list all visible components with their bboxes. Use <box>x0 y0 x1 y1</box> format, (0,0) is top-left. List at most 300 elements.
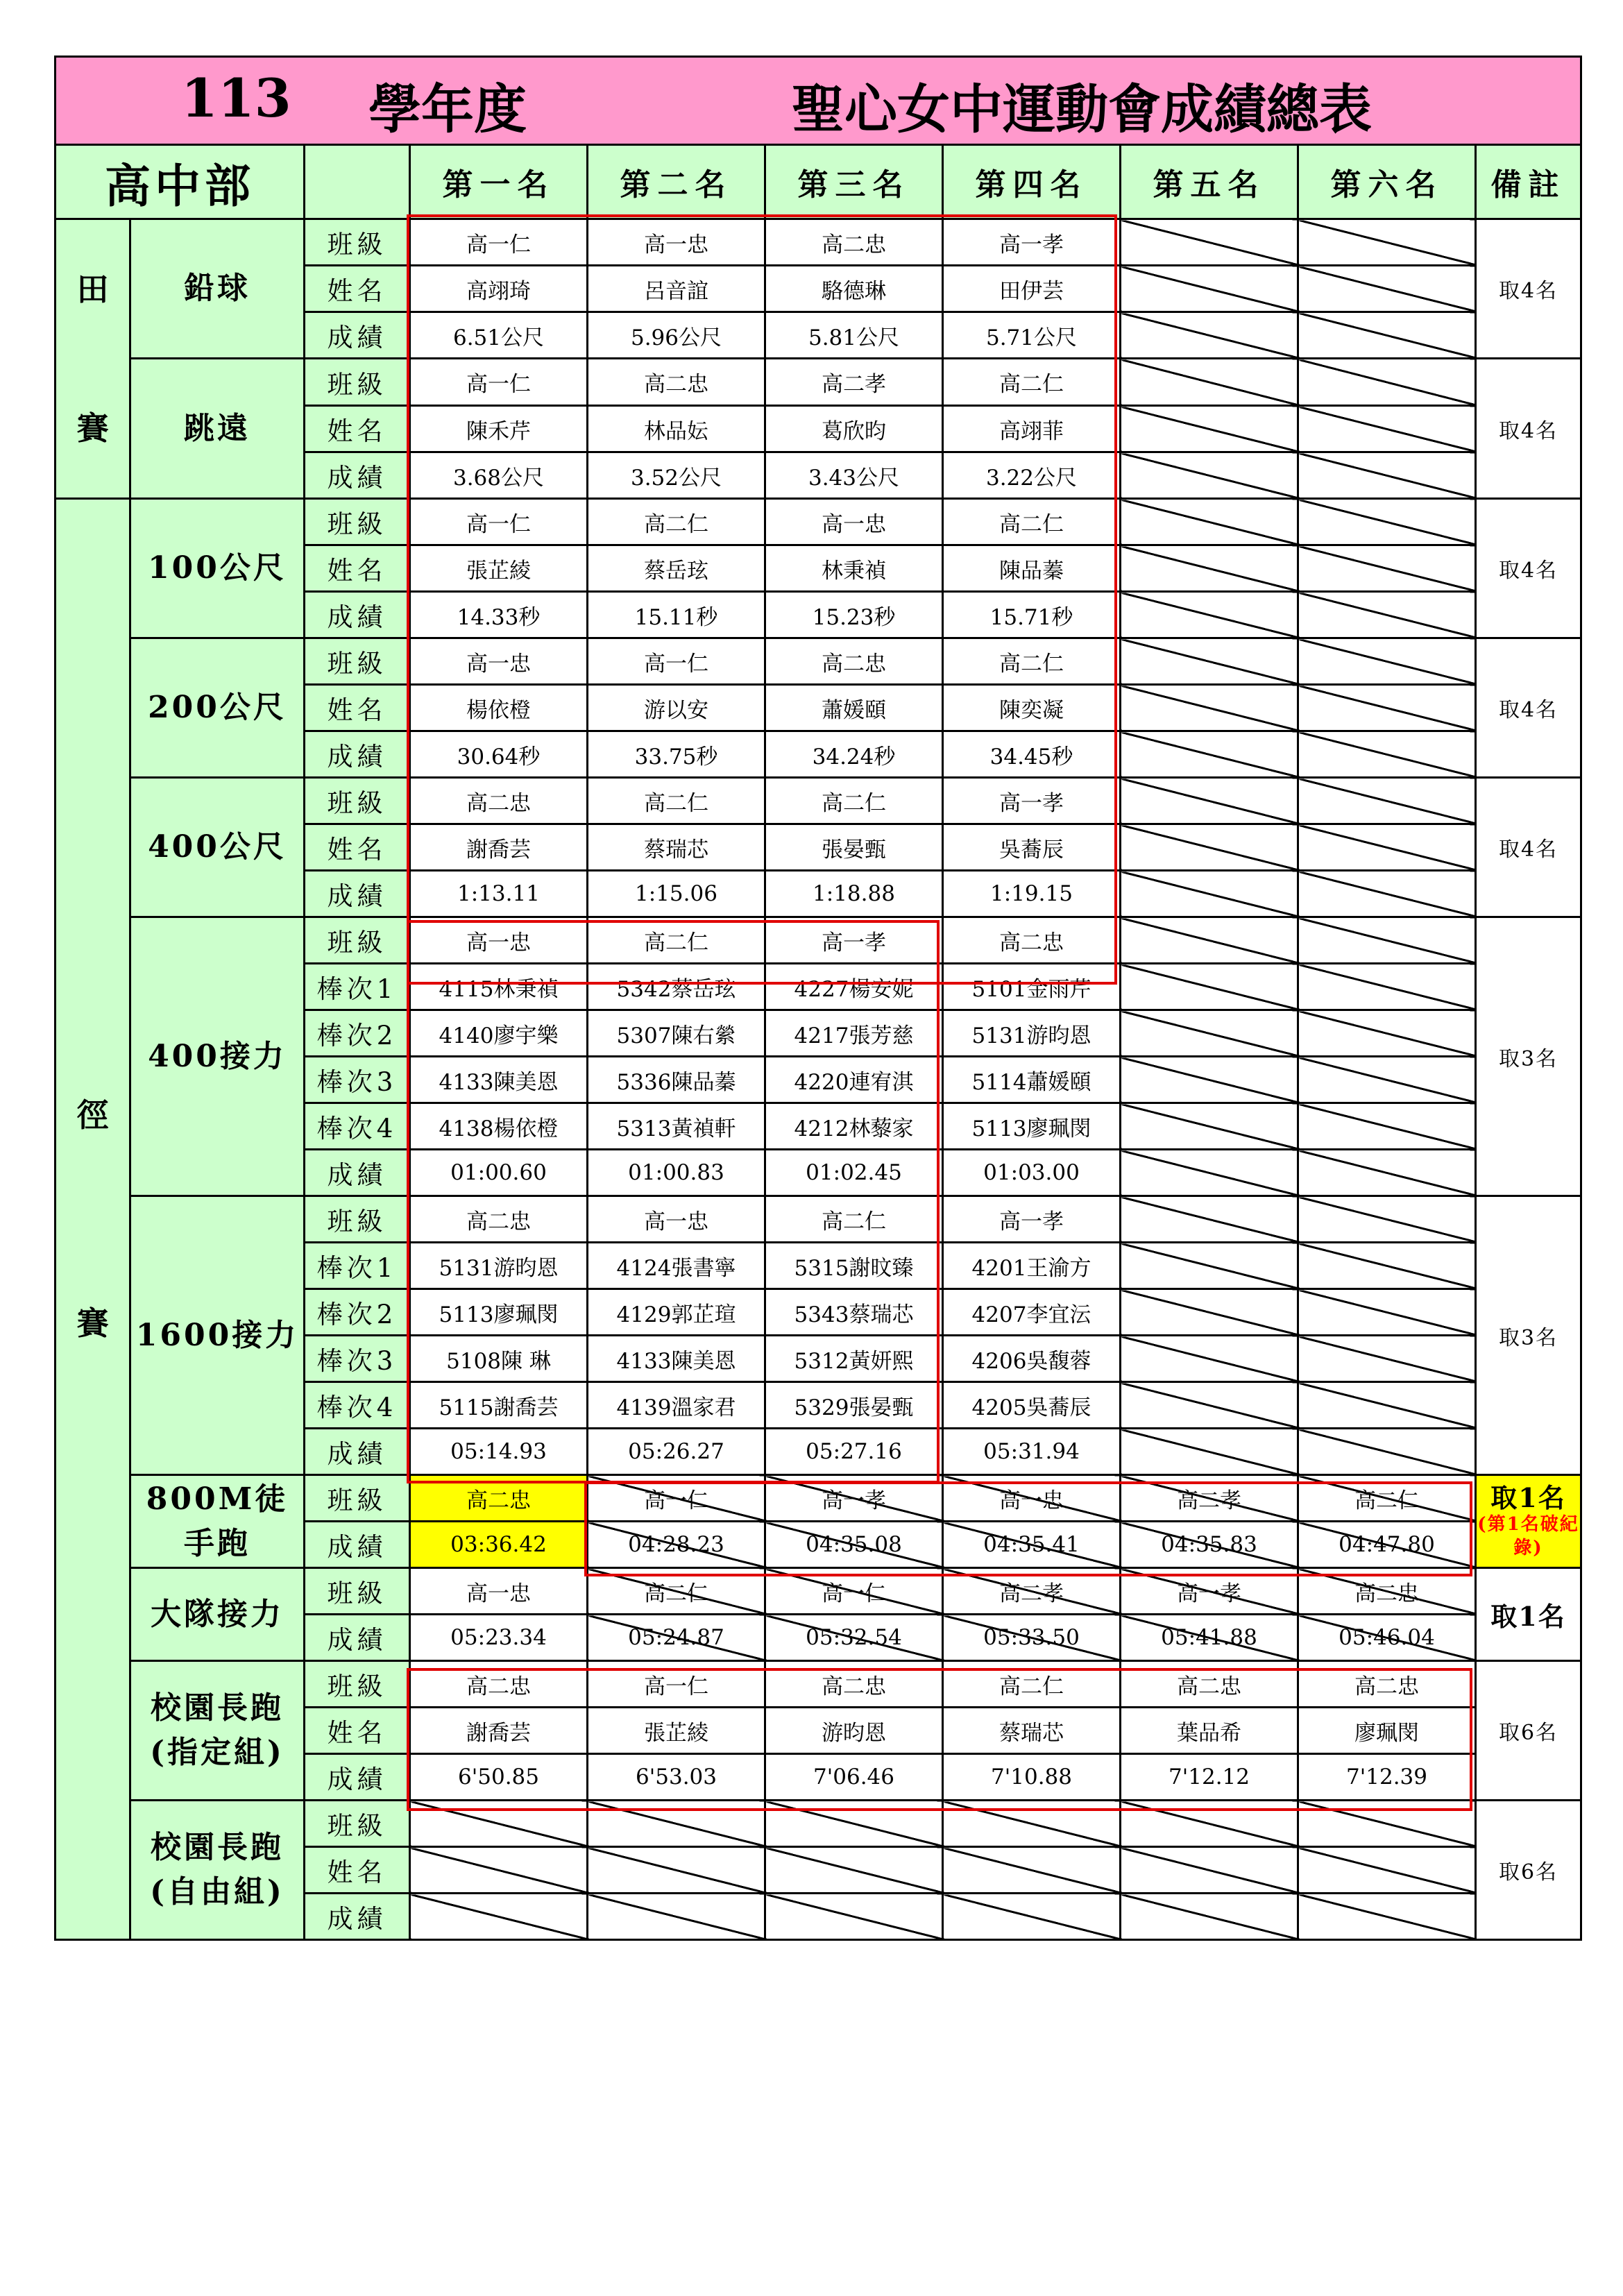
empty-cell <box>765 1894 943 1940</box>
empty-cell <box>1121 917 1298 964</box>
cell: 高二忠 <box>410 778 588 824</box>
cell: 5115謝喬芸 <box>410 1382 588 1429</box>
cell: 高二忠 <box>1298 1568 1476 1615</box>
empty-cell <box>1121 824 1298 871</box>
place-header: 第三名 <box>765 145 943 219</box>
cell: 05:46.04 <box>1298 1615 1476 1661</box>
cell: 15.23秒 <box>765 592 943 638</box>
row-label-name: 姓名 <box>305 1708 410 1754</box>
row-label-result: 成績 <box>305 592 410 638</box>
cell: 33.75秒 <box>588 731 765 778</box>
empty-cell <box>1298 1010 1476 1057</box>
row-label-name: 姓名 <box>305 545 410 592</box>
cell: 05:14.93 <box>410 1429 588 1475</box>
cell: 高一忠 <box>943 1475 1121 1522</box>
cell: 蔡瑞芯 <box>588 824 765 871</box>
row-label-class: 班級 <box>305 917 410 964</box>
cell: 高一忠 <box>410 1568 588 1615</box>
cell: 05:27.16 <box>765 1429 943 1475</box>
cell: 高二忠 <box>588 359 765 406</box>
cell: 1:18.88 <box>765 871 943 917</box>
cell: 05:32.54 <box>765 1615 943 1661</box>
row-label-class: 班級 <box>305 359 410 406</box>
cell: 5113廖珮閔 <box>943 1103 1121 1150</box>
empty-cell <box>765 1847 943 1894</box>
category-field <box>56 219 130 499</box>
row-label-name: 姓名 <box>305 824 410 871</box>
cell: 04:35.83 <box>1121 1522 1298 1568</box>
cell: 高二忠 <box>765 638 943 685</box>
empty-cell <box>588 1847 765 1894</box>
cell: 04:28.23 <box>588 1522 765 1568</box>
row-label-result: 成績 <box>305 1894 410 1940</box>
cell: 駱德琳 <box>765 266 943 312</box>
empty-cell <box>1298 1196 1476 1243</box>
cell: 高一仁 <box>410 499 588 545</box>
empty-cell <box>588 1801 765 1847</box>
header-blank <box>305 145 410 219</box>
empty-cell <box>1121 638 1298 685</box>
row-label-result: 成績 <box>305 1429 410 1475</box>
cell: 高一仁 <box>588 1475 765 1522</box>
cell: 04:47.80 <box>1298 1522 1476 1568</box>
cell: 游昀恩 <box>765 1708 943 1754</box>
note-main: 取1名 <box>1490 1481 1566 1513</box>
cell: 1:15.06 <box>588 871 765 917</box>
category-field-label: 田賽 <box>76 271 109 447</box>
cell: 高二仁 <box>943 1661 1121 1708</box>
row-label-result: 成績 <box>305 871 410 917</box>
row-label-class: 班級 <box>305 1196 410 1243</box>
row-label-class: 班級 <box>305 638 410 685</box>
cell: 01:02.45 <box>765 1150 943 1196</box>
note-record: (第1名破紀錄) <box>1477 1513 1579 1558</box>
cell: 高二忠 <box>765 219 943 266</box>
cell: 3.52公尺 <box>588 452 765 499</box>
cell: 張芷綾 <box>588 1708 765 1754</box>
empty-cell <box>1298 592 1476 638</box>
cell: 高一仁 <box>410 359 588 406</box>
cell: 05:26.27 <box>588 1429 765 1475</box>
empty-cell <box>1298 824 1476 871</box>
empty-cell <box>1298 219 1476 266</box>
cell: 5342蔡岳玹 <box>588 964 765 1010</box>
cell: 林品妘 <box>588 406 765 452</box>
empty-cell <box>1298 1243 1476 1289</box>
cell: 高一仁 <box>588 1661 765 1708</box>
empty-cell <box>1298 1429 1476 1475</box>
empty-cell <box>1121 1894 1298 1940</box>
cell: 高二仁 <box>765 778 943 824</box>
row-label-result: 成績 <box>305 1522 410 1568</box>
cell: 廖珮閔 <box>1298 1708 1476 1754</box>
event-longjump: 跳遠 <box>130 359 305 499</box>
cell: 高一忠 <box>410 638 588 685</box>
cell: 高一孝 <box>765 917 943 964</box>
cell: 高二孝 <box>943 1568 1121 1615</box>
cell: 高一忠 <box>588 1196 765 1243</box>
header-row <box>56 145 1581 219</box>
event-relay1600: 1600接力 <box>130 1196 305 1475</box>
cell: 高一孝 <box>943 778 1121 824</box>
cell: 張芷綾 <box>410 545 588 592</box>
cell: 34.24秒 <box>765 731 943 778</box>
empty-cell <box>588 1894 765 1940</box>
cell: 05:23.34 <box>410 1615 588 1661</box>
cell: 5114蕭媛頤 <box>943 1057 1121 1103</box>
cell: 高一仁 <box>765 1568 943 1615</box>
cell: 高二忠 <box>765 1661 943 1708</box>
empty-cell <box>1298 1894 1476 1940</box>
empty-cell <box>1121 1057 1298 1103</box>
empty-cell <box>1298 1847 1476 1894</box>
empty-cell <box>1298 1150 1476 1196</box>
event-shotput: 鉛球 <box>130 219 305 359</box>
empty-cell <box>1298 1103 1476 1150</box>
cell: 4124張書寧 <box>588 1243 765 1289</box>
empty-cell <box>1298 778 1476 824</box>
empty-cell <box>943 1801 1121 1847</box>
category-track-label: 徑賽 <box>76 1096 109 1342</box>
cell: 高一忠 <box>410 917 588 964</box>
results-table <box>54 56 1582 1941</box>
row-label-leg: 棒次2 <box>305 1289 410 1336</box>
empty-cell <box>1121 219 1298 266</box>
empty-cell <box>1121 1847 1298 1894</box>
empty-cell <box>943 1847 1121 1894</box>
cell: 05:41.88 <box>1121 1615 1298 1661</box>
empty-cell <box>1121 312 1298 359</box>
title-year-label: 學年度 <box>368 78 527 140</box>
row-label-class: 班級 <box>305 1801 410 1847</box>
empty-cell <box>1121 1289 1298 1336</box>
cell: 15.71秒 <box>943 592 1121 638</box>
place-header: 第四名 <box>943 145 1121 219</box>
cell: 田伊芸 <box>943 266 1121 312</box>
cell: 高二孝 <box>1121 1475 1298 1522</box>
empty-cell <box>1298 964 1476 1010</box>
cell: 高二仁 <box>588 499 765 545</box>
empty-cell <box>1121 545 1298 592</box>
cell: 4206吳馥蓉 <box>943 1336 1121 1382</box>
empty-cell <box>765 1801 943 1847</box>
cell: 5.96公尺 <box>588 312 765 359</box>
cell: 高一仁 <box>588 638 765 685</box>
cell: 高二仁 <box>588 778 765 824</box>
cell: 4207李宜沄 <box>943 1289 1121 1336</box>
place-header: 第二名 <box>588 145 765 219</box>
title-bar <box>56 57 1581 145</box>
cell: 7'12.12 <box>1121 1754 1298 1801</box>
cell: 14.33秒 <box>410 592 588 638</box>
cell: 高一孝 <box>765 1475 943 1522</box>
empty-cell <box>410 1801 588 1847</box>
cell: 高二仁 <box>943 638 1121 685</box>
title-main: 聖心女中運動會成績總表 <box>792 78 1372 140</box>
note-cell: 取4名 <box>1476 638 1581 778</box>
cell: 7'10.88 <box>943 1754 1121 1801</box>
title-year: 113 <box>181 67 291 129</box>
place-header: 第六名 <box>1298 145 1476 219</box>
row-label-result: 成績 <box>305 452 410 499</box>
cell: 高二仁 <box>943 359 1121 406</box>
empty-cell <box>1121 871 1298 917</box>
event-team-relay: 大隊接力 <box>130 1568 305 1661</box>
cell: 3.43公尺 <box>765 452 943 499</box>
row-label-name: 姓名 <box>305 266 410 312</box>
cell: 蕭媛頤 <box>765 685 943 731</box>
empty-cell <box>1298 452 1476 499</box>
note-cell: 取4名 <box>1476 219 1581 359</box>
empty-cell <box>1298 1057 1476 1103</box>
cell: 謝喬芸 <box>410 824 588 871</box>
cell: 蔡瑞芯 <box>943 1708 1121 1754</box>
cell: 4140廖宇樂 <box>410 1010 588 1057</box>
event-campus-assigned: 校園長跑(指定組) <box>130 1661 305 1801</box>
note-cell: 取3名 <box>1476 1196 1581 1475</box>
cell: 高一仁 <box>410 219 588 266</box>
empty-cell <box>1121 964 1298 1010</box>
results-sheet <box>54 56 1582 1941</box>
cell: 高二孝 <box>765 359 943 406</box>
event-relay400: 400接力 <box>130 917 305 1196</box>
cell: 游以安 <box>588 685 765 731</box>
category-track <box>56 499 130 1940</box>
cell: 高二仁 <box>588 1568 765 1615</box>
empty-cell <box>1298 871 1476 917</box>
place-header: 第五名 <box>1121 145 1298 219</box>
cell: 4212林藜家 <box>765 1103 943 1150</box>
cell: 5108陳 琳 <box>410 1336 588 1382</box>
empty-cell <box>1298 1336 1476 1382</box>
cell: 1:13.11 <box>410 871 588 917</box>
row-label-class: 班級 <box>305 1661 410 1708</box>
cell: 6'53.03 <box>588 1754 765 1801</box>
row-label-class: 班級 <box>305 1568 410 1615</box>
empty-cell <box>1298 638 1476 685</box>
empty-cell <box>1121 406 1298 452</box>
cell: 高一孝 <box>943 1196 1121 1243</box>
row-label-leg: 棒次2 <box>305 1010 410 1057</box>
row-label-leg: 棒次3 <box>305 1336 410 1382</box>
cell: 5113廖珮閔 <box>410 1289 588 1336</box>
cell: 5.81公尺 <box>765 312 943 359</box>
cell: 5315謝旼臻 <box>765 1243 943 1289</box>
cell: 葛欣昀 <box>765 406 943 452</box>
cell-highlight: 03:36.42 <box>410 1522 588 1568</box>
cell: 4133陳美恩 <box>588 1336 765 1382</box>
empty-cell <box>1298 1801 1476 1847</box>
row-label-class: 班級 <box>305 1475 410 1522</box>
event-campus-free: 校園長跑(自由組) <box>130 1801 305 1940</box>
empty-cell <box>1121 778 1298 824</box>
empty-cell <box>1298 1382 1476 1429</box>
row-label-leg: 棒次1 <box>305 1243 410 1289</box>
cell: 高二忠 <box>410 1661 588 1708</box>
cell: 5343蔡瑞芯 <box>765 1289 943 1336</box>
cell: 陳奕凝 <box>943 685 1121 731</box>
row-label-result: 成績 <box>305 1615 410 1661</box>
cell: 高一孝 <box>1121 1568 1298 1615</box>
row-label-result: 成績 <box>305 731 410 778</box>
empty-cell <box>1121 1150 1298 1196</box>
place-header: 第一名 <box>410 145 588 219</box>
cell: 5131游昀恩 <box>943 1010 1121 1057</box>
cell: 高二仁 <box>765 1196 943 1243</box>
cell: 5336陳品蓁 <box>588 1057 765 1103</box>
cell: 4129郭芷瑄 <box>588 1289 765 1336</box>
cell: 4217張芳慈 <box>765 1010 943 1057</box>
empty-cell <box>1121 1010 1298 1057</box>
empty-cell <box>1121 1801 1298 1847</box>
cell: 4201王渝方 <box>943 1243 1121 1289</box>
empty-cell <box>943 1894 1121 1940</box>
event-200m: 200公尺 <box>130 638 305 778</box>
empty-cell <box>1298 312 1476 359</box>
cell: 張晏甄 <box>765 824 943 871</box>
cell: 30.64秒 <box>410 731 588 778</box>
empty-cell <box>1121 452 1298 499</box>
note-cell: 取6名 <box>1476 1801 1581 1940</box>
cell-highlight: 高二忠 <box>410 1475 588 1522</box>
empty-cell <box>1121 592 1298 638</box>
note-cell: 取6名 <box>1476 1661 1581 1801</box>
event-400m: 400公尺 <box>130 778 305 917</box>
cell: 4220連宥淇 <box>765 1057 943 1103</box>
empty-cell <box>410 1894 588 1940</box>
empty-cell <box>1121 731 1298 778</box>
row-label-name: 姓名 <box>305 406 410 452</box>
cell: 謝喬芸 <box>410 1708 588 1754</box>
cell: 高一孝 <box>943 219 1121 266</box>
row-label-class: 班級 <box>305 499 410 545</box>
note-cell-record <box>1476 1475 1581 1568</box>
cell: 4227楊安妮 <box>765 964 943 1010</box>
cell: 4205吳蕎辰 <box>943 1382 1121 1429</box>
cell: 高一忠 <box>588 219 765 266</box>
cell: 4138楊依橙 <box>410 1103 588 1150</box>
cell: 高二仁 <box>1298 1475 1476 1522</box>
note-cell: 取4名 <box>1476 778 1581 917</box>
empty-cell <box>1121 1196 1298 1243</box>
cell: 楊依橙 <box>410 685 588 731</box>
empty-cell <box>1121 359 1298 406</box>
empty-cell <box>1298 499 1476 545</box>
cell: 高二忠 <box>943 917 1121 964</box>
empty-cell <box>1121 1382 1298 1429</box>
row-label-result: 成績 <box>305 1150 410 1196</box>
empty-cell <box>1121 1429 1298 1475</box>
cell: 高二忠 <box>410 1196 588 1243</box>
empty-cell <box>1121 685 1298 731</box>
row-label-leg: 棒次4 <box>305 1382 410 1429</box>
cell: 吳蕎辰 <box>943 824 1121 871</box>
cell: 陳禾芹 <box>410 406 588 452</box>
cell: 04:35.41 <box>943 1522 1121 1568</box>
cell: 4115林秉禎 <box>410 964 588 1010</box>
row-label-name: 姓名 <box>305 685 410 731</box>
cell: 5329張晏甄 <box>765 1382 943 1429</box>
cell: 04:35.08 <box>765 1522 943 1568</box>
cell: 05:33.50 <box>943 1615 1121 1661</box>
empty-cell <box>1121 499 1298 545</box>
note-header: 備註 <box>1476 145 1581 219</box>
row-label-class: 班級 <box>305 219 410 266</box>
row-label-leg: 棒次3 <box>305 1057 410 1103</box>
cell: 05:24.87 <box>588 1615 765 1661</box>
empty-cell <box>1298 266 1476 312</box>
cell: 6.51公尺 <box>410 312 588 359</box>
row-label-leg: 棒次1 <box>305 964 410 1010</box>
note-cell: 取1名 <box>1476 1568 1581 1661</box>
cell: 6'50.85 <box>410 1754 588 1801</box>
cell: 01:00.83 <box>588 1150 765 1196</box>
empty-cell <box>1298 359 1476 406</box>
cell: 高二仁 <box>943 499 1121 545</box>
cell: 高一忠 <box>765 499 943 545</box>
cell: 01:03.00 <box>943 1150 1121 1196</box>
cell: 5312黃妍熙 <box>765 1336 943 1382</box>
cell: 34.45秒 <box>943 731 1121 778</box>
note-cell: 取4名 <box>1476 499 1581 638</box>
cell: 呂音誼 <box>588 266 765 312</box>
cell: 15.11秒 <box>588 592 765 638</box>
row-label-class: 班級 <box>305 778 410 824</box>
cell: 高翊菲 <box>943 406 1121 452</box>
empty-cell <box>1298 406 1476 452</box>
cell: 5.71公尺 <box>943 312 1121 359</box>
cell: 01:00.60 <box>410 1150 588 1196</box>
section-label: 高中部 <box>56 145 305 219</box>
cell: 5307陳右縈 <box>588 1010 765 1057</box>
empty-cell <box>1298 1289 1476 1336</box>
cell: 4133陳美恩 <box>410 1057 588 1103</box>
event-100m: 100公尺 <box>130 499 305 638</box>
cell: 5101金雨芹 <box>943 964 1121 1010</box>
empty-cell <box>1298 917 1476 964</box>
empty-cell <box>1121 1336 1298 1382</box>
row-label-result: 成績 <box>305 312 410 359</box>
cell: 高翊琦 <box>410 266 588 312</box>
row-label-name: 姓名 <box>305 1847 410 1894</box>
cell: 陳品蓁 <box>943 545 1121 592</box>
empty-cell <box>1298 731 1476 778</box>
cell: 高二忠 <box>1121 1661 1298 1708</box>
cell: 05:31.94 <box>943 1429 1121 1475</box>
empty-cell <box>1298 685 1476 731</box>
cell: 4139溫家君 <box>588 1382 765 1429</box>
note-cell: 取4名 <box>1476 359 1581 499</box>
cell: 葉品希 <box>1121 1708 1298 1754</box>
cell: 7'12.39 <box>1298 1754 1476 1801</box>
note-cell: 取3名 <box>1476 917 1581 1196</box>
cell: 7'06.46 <box>765 1754 943 1801</box>
empty-cell <box>1121 266 1298 312</box>
row-label-leg: 棒次4 <box>305 1103 410 1150</box>
empty-cell <box>1298 545 1476 592</box>
cell: 林秉禎 <box>765 545 943 592</box>
cell: 高二忠 <box>1298 1661 1476 1708</box>
cell: 3.22公尺 <box>943 452 1121 499</box>
cell: 3.68公尺 <box>410 452 588 499</box>
cell: 5313黃禎軒 <box>588 1103 765 1150</box>
cell: 1:19.15 <box>943 871 1121 917</box>
event-800m: 800M徒手跑 <box>130 1475 305 1568</box>
empty-cell <box>1121 1243 1298 1289</box>
cell: 蔡岳玹 <box>588 545 765 592</box>
empty-cell <box>1121 1103 1298 1150</box>
cell: 5131游昀恩 <box>410 1243 588 1289</box>
